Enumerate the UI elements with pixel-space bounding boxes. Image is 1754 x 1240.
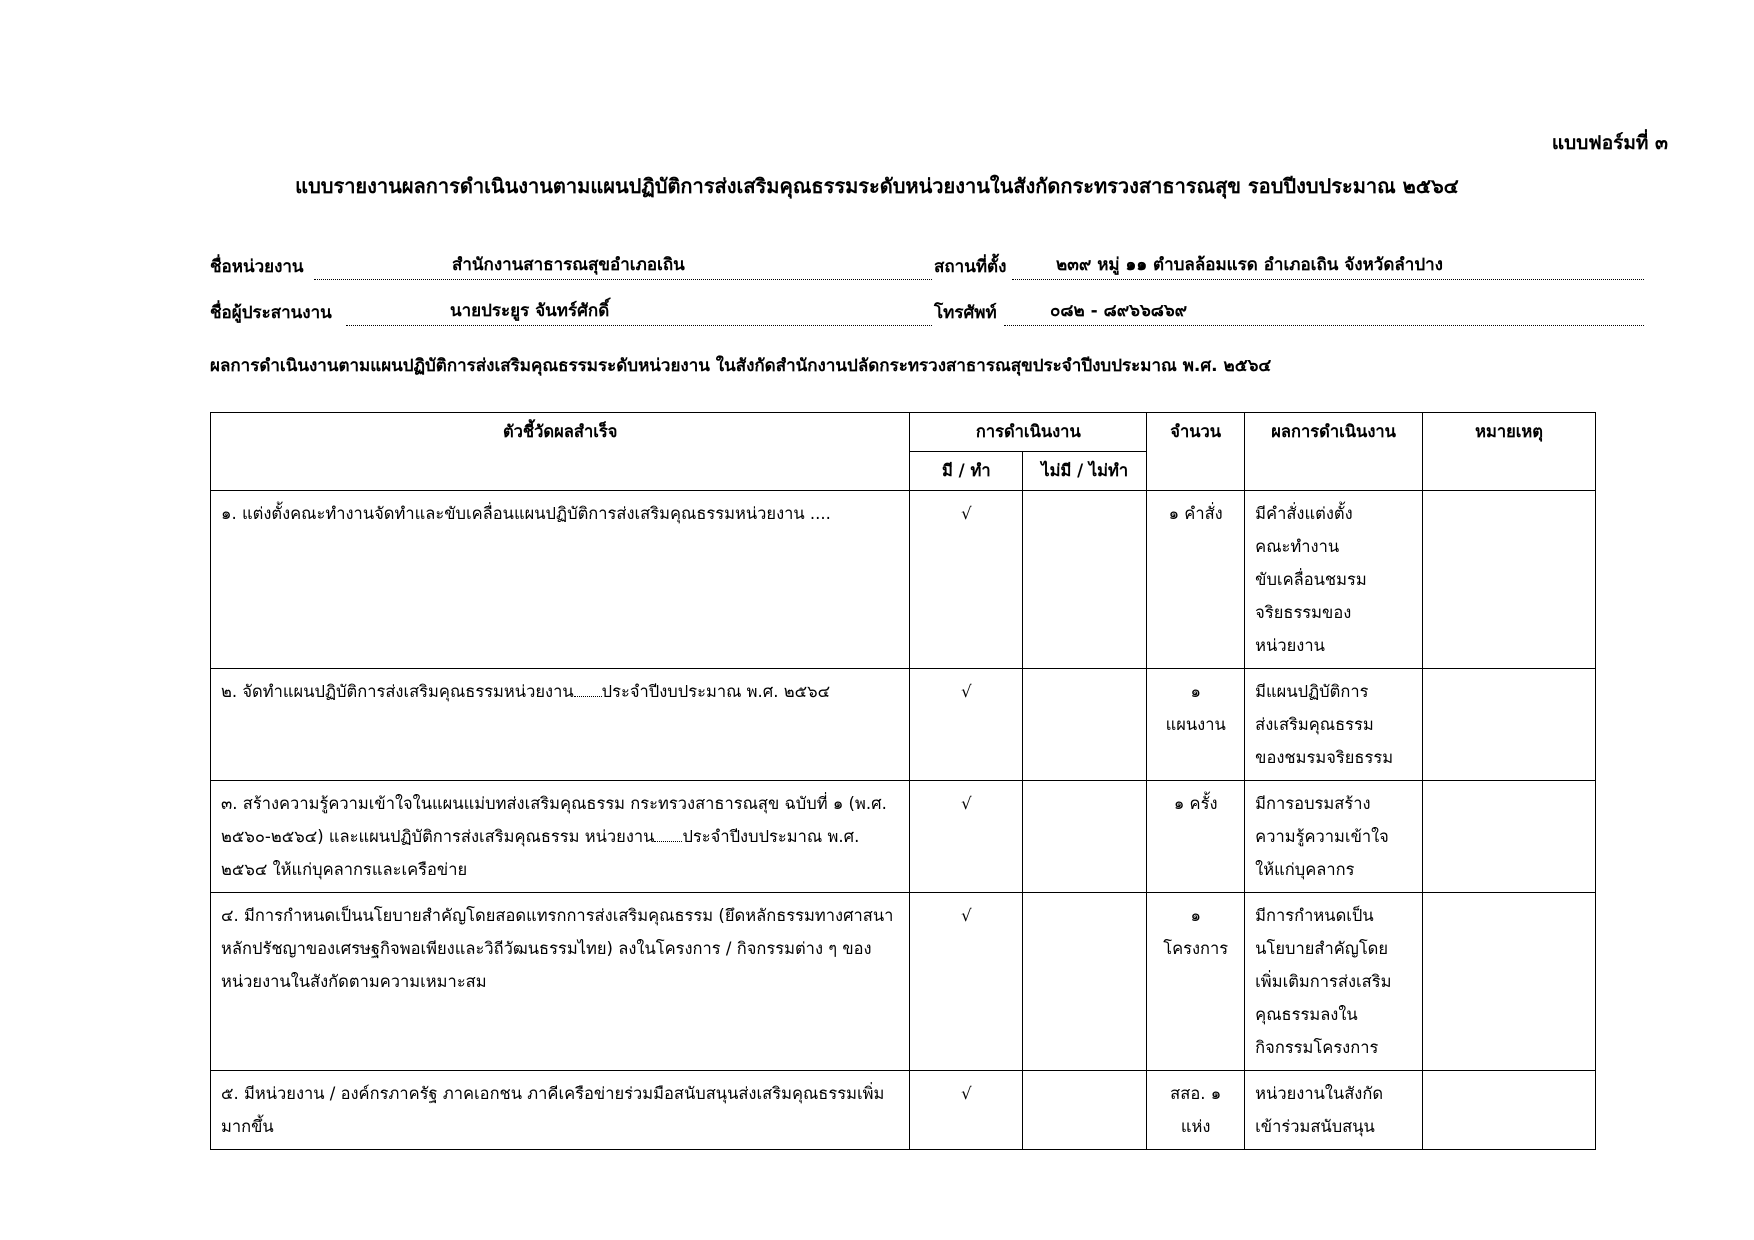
check-mark: √: [910, 669, 1023, 781]
blank-fill-line: [654, 841, 682, 842]
indicator-suffix: ประจำปีงบประมาณ พ.ศ. ๒๕๖๔: [601, 682, 831, 701]
table-row: [211, 669, 1596, 781]
remark-cell: [1423, 781, 1596, 893]
indicator-suffix: ประจำปีงบประมาณ พ.ศ. ๒๕๖๔ ให้แก่บุคลากรและเครือข่าย: [221, 827, 860, 879]
indicator-text: ๔. มีการกำหนดเป็นนโยบายสำคัญโดยสอดแทรกการส่งเสริมคุณธรรม (ยึดหลักธรรมทางศาสนาหลักปรัชญาของเศรษฐกิจพอเพียงและวิถีวัฒนธรรมไทย) ลงในโครงการ / กิจกรรมต่าง ๆ ของหน่วยงานในสังกัดตามความเหมาะสม: [221, 906, 894, 991]
table-row: [211, 1071, 1596, 1150]
count-cell: สสอ. ๑ แห่ง: [1147, 1071, 1245, 1150]
not-done-cell: [1023, 1071, 1147, 1150]
coordinator-dotted-line: [346, 299, 932, 326]
count-cell: ๑ แผนงาน: [1147, 669, 1245, 781]
result-cell: หน่วยงานในสังกัด เข้าร่วมสนับสนุน: [1245, 1071, 1423, 1150]
location-label: สถานที่ตั้ง: [934, 257, 1007, 277]
count-cell: ๑ โครงการ: [1147, 893, 1245, 1071]
count-header: จำนวน: [1147, 413, 1245, 491]
location-value: ๒๓๙ หมู่ ๑๑ ตำบลล้อมแรด อำเภอเถิน จังหวัดลำปาง: [1056, 255, 1443, 275]
not-done-cell: [1023, 491, 1147, 669]
agency-location-row: [210, 252, 1644, 286]
table-row: [211, 893, 1596, 1071]
operation-header: การดำเนินงาน: [910, 413, 1147, 452]
indicator-text: ๓. สร้างความรู้ความเข้าใจในแผนแม่บทส่งเสริมคุณธรรม กระทรวงสาธารณสุข ฉบับที่ ๑ (พ.ศ. ๒๕๖๐-๒๕๖๔) และแผนปฏิบัติการส่งเสริมคุณธรรม หน่วยงาน: [221, 794, 887, 846]
blank-fill-line: [574, 696, 602, 697]
remark-cell: [1423, 893, 1596, 1071]
not-done-cell: [1023, 781, 1147, 893]
phone-value: ๐๘๒ - ๘๙๖๖๘๖๙: [1050, 301, 1188, 321]
agency-label: ชื่อหน่วยงาน: [210, 257, 304, 277]
check-mark: √: [910, 491, 1023, 669]
remark-cell: [1423, 669, 1596, 781]
coordinator-value: นายประยูร จันทร์ศักดิ์: [450, 301, 610, 321]
indicator-cell: [211, 781, 910, 893]
phone-label: โทรศัพท์: [934, 303, 997, 323]
agency-value: สำนักงานสาธารณสุขอำเภอเถิน: [452, 255, 685, 275]
not-done-header: ไม่มี / ไม่ทำ: [1023, 452, 1147, 491]
not-done-cell: [1023, 669, 1147, 781]
result-header: ผลการดำเนินงาน: [1245, 413, 1423, 491]
coordinator-label: ชื่อผู้ประสานงาน: [210, 303, 332, 323]
check-mark: √: [910, 1071, 1023, 1150]
result-cell: มีการอบรมสร้าง ความรู้ความเข้าใจ ให้แก่บุคลากร: [1245, 781, 1423, 893]
table-row: [211, 781, 1596, 893]
indicator-header: ตัวชี้วัดผลสำเร็จ: [211, 413, 910, 491]
not-done-cell: [1023, 893, 1147, 1071]
report-title: แบบรายงานผลการดำเนินงานตามแผนปฏิบัติการส่งเสริมคุณธรรมระดับหน่วยงานในสังกัดกระทรวงสาธารณสุข รอบปีงบประมาณ ๒๕๖๔: [295, 174, 1459, 198]
remark-cell: [1423, 1071, 1596, 1150]
remark-cell: [1423, 491, 1596, 669]
check-mark: √: [910, 781, 1023, 893]
summary-heading: ผลการดำเนินงานตามแผนปฏิบัติการส่งเสริมคุณธรรมระดับหน่วยงาน ในสังกัดสำนักงานปลัดกระทรวงสาธารณสุขประจำปีงบประมาณ พ.ศ. ๒๕๖๔: [210, 356, 1272, 376]
header-row-1: [211, 413, 1596, 452]
remark-header: หมายเหตุ: [1423, 413, 1596, 491]
count-cell: ๑ ครั้ง: [1147, 781, 1245, 893]
form-number: แบบฟอร์มที่ ๓: [1551, 132, 1668, 154]
report-table: [210, 412, 1596, 1150]
coordinator-phone-row: [210, 298, 1644, 332]
count-cell: ๑ คำสั่ง: [1147, 491, 1245, 669]
indicator-text: ๒. จัดทำแผนปฏิบัติการส่งเสริมคุณธรรมหน่วยงาน: [221, 682, 574, 701]
table-row: [211, 491, 1596, 669]
indicator-text: ๑. แต่งตั้งคณะทำงานจัดทำและขับเคลื่อนแผนปฏิบัติการส่งเสริมคุณธรรมหน่วยงาน ....: [221, 504, 831, 523]
indicator-cell: [211, 893, 910, 1071]
indicator-cell: [211, 491, 910, 669]
has-done-header: มี / ทำ: [910, 452, 1023, 491]
indicator-cell: [211, 1071, 910, 1150]
indicator-text: ๕. มีหน่วยงาน / องค์กรภาครัฐ ภาคเอกชน ภาคีเครือข่ายร่วมมือสนับสนุนส่งเสริมคุณธรรมเพิ่มมากขึ้น: [221, 1084, 885, 1136]
result-cell: มีแผนปฏิบัติการ ส่งเสริมคุณธรรม ของชมรมจริยธรรม: [1245, 669, 1423, 781]
check-mark: √: [910, 893, 1023, 1071]
result-cell: มีคำสั่งแต่งตั้ง คณะทำงาน ขับเคลื่อนชมรม จริยธรรมของ หน่วยงาน: [1245, 491, 1423, 669]
indicator-cell: [211, 669, 910, 781]
result-cell: มีการกำหนดเป็น นโยบายสำคัญโดย เพิ่มเติมการส่งเสริม คุณธรรมลงใน กิจกรรมโครงการ: [1245, 893, 1423, 1071]
